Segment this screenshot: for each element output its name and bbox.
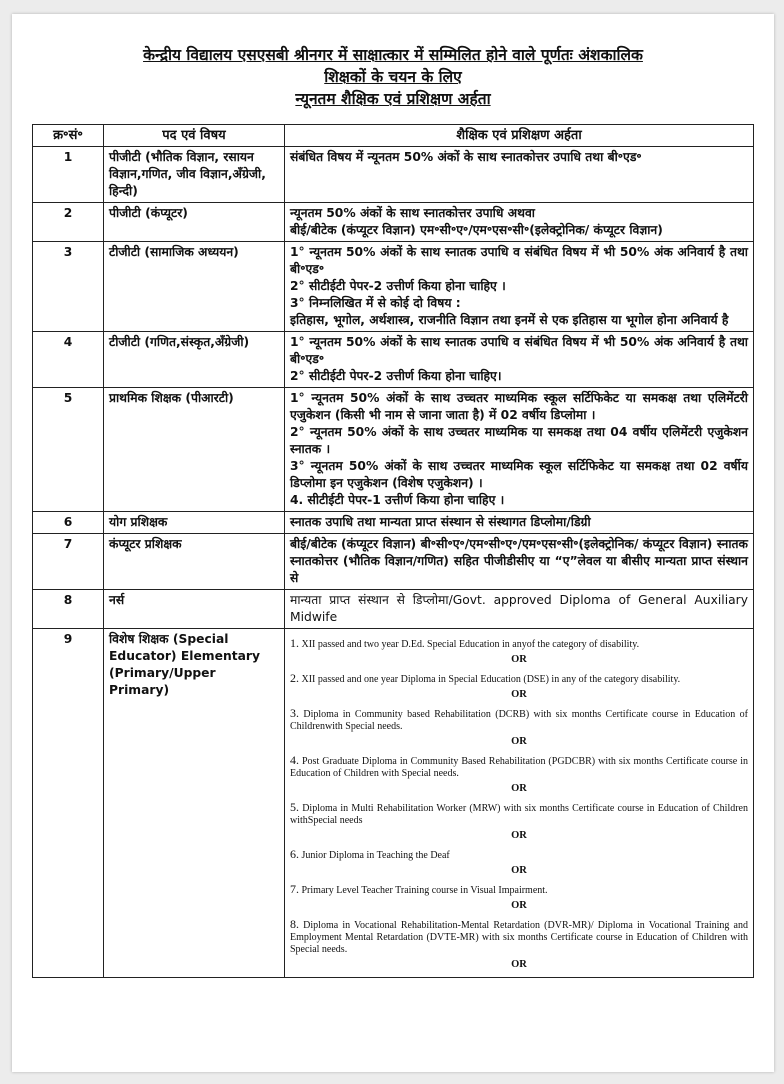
qualification-line: 2° सीटीईटी पेपर-2 उत्तीर्ण किया होना चाहिए । xyxy=(290,279,506,293)
special-qual-item: 8. Diploma in Vocational Rehabilitation-Mental Retardation (DVR-MR)/ Diploma in Vocational Training and Employment Mental Retardation (DVTE-MR) with six months Certificate course in Education of Children with Special needs. xyxy=(290,917,748,955)
row-serial: 5 xyxy=(33,388,104,512)
qualification-line: न्यूनतम 50% अंकों के साथ स्नातकोत्तर उपाधि अथवा xyxy=(290,206,535,220)
row-post: योग प्रशिक्षक xyxy=(104,512,285,534)
row-serial: 9 xyxy=(33,629,104,978)
qualification-line: संबंधित विषय में न्यूनतम 50% अंकों के साथ स्नातकोत्तर उपाधि तथा बी॰एड॰ xyxy=(290,150,642,164)
title-line-2: शिक्षकों के चयन के लिए xyxy=(324,68,462,86)
qualification-line: 2° न्यूनतम 50% अंकों के साथ उच्चतर माध्यमिक या समकक्ष तथा 04 वर्षीय एलिमेंटरी एजुकेशन स्नातक । xyxy=(290,425,748,456)
table-row xyxy=(33,590,754,629)
row-serial: 2 xyxy=(33,203,104,242)
row-post: पीजीटी (भौतिक विज्ञान, रसायन विज्ञान,गणित, जीव विज्ञान,अँग्रेजी, हिन्दी) xyxy=(104,147,285,203)
document-page xyxy=(12,14,774,1072)
special-qual-item: 2. XII passed and one year Diploma in Special Education (DSE) in any of the category disability. xyxy=(290,671,681,685)
row-post: प्राथमिक शिक्षक (पीआरटी) xyxy=(104,388,285,512)
table-row xyxy=(33,388,754,512)
qualification-line: 1° न्यूनतम 50% अंकों के साथ उच्चतर माध्यमिक स्कूल सर्टिफिकेट या समकक्ष तथा एलिमेंटरी एजुकेशन (किसी भी नाम से जाना जाता है) में 02 वर्षीय डिप्लोमा । xyxy=(290,391,748,422)
table-header-row xyxy=(33,125,754,147)
row-serial: 3 xyxy=(33,242,104,332)
special-qual-item: 6. Junior Diploma in Teaching the Deaf xyxy=(290,847,450,861)
row-qualification xyxy=(285,203,754,242)
or-separator: OR xyxy=(511,736,527,747)
qualification-line: बीई/बीटेक (कंप्यूटर विज्ञान) एम॰सी॰ए॰/एम॰एस॰सी॰(इलेक्ट्रोनिक/ कंप्यूटर विज्ञान) xyxy=(290,223,663,237)
header-post: पद एवं विषय xyxy=(104,125,285,147)
row-qualification xyxy=(285,242,754,332)
row-post: पीजीटी (कंप्यूटर) xyxy=(104,203,285,242)
row-qualification xyxy=(285,388,754,512)
or-separator: OR xyxy=(511,959,527,970)
table-row xyxy=(33,512,754,534)
or-separator: OR xyxy=(511,900,527,911)
header-qualification: शैक्षिक एवं प्रशिक्षण अर्हता xyxy=(285,125,754,147)
table-row xyxy=(33,203,754,242)
title-line-3: न्यूनतम शैक्षिक एवं प्रशिक्षण अर्हता xyxy=(295,90,491,108)
table-row xyxy=(33,147,754,203)
special-qual-item: 4. Post Graduate Diploma in Community Based Rehabilitation (PGDCBR) with six months Certificate course in Education of Children with Special needs. xyxy=(290,753,748,779)
special-qual-item: 7. Primary Level Teacher Training course in Visual Impairment. xyxy=(290,882,548,896)
header-serial: क्र॰सं॰ xyxy=(33,125,104,147)
table-row xyxy=(33,629,754,978)
row-qualification xyxy=(285,590,754,629)
qualification-line: 3° निम्नलिखित में से कोई दो विषय : xyxy=(290,296,461,310)
row-qualification xyxy=(285,512,754,534)
row-serial: 8 xyxy=(33,590,104,629)
row-post: विशेष शिक्षक (Special Educator) Elementary (Primary/Upper Primary) xyxy=(104,629,285,978)
qualification-line: 3° न्यूनतम 50% अंकों के साथ उच्चतर माध्यमिक स्कूल सर्टिफिकेट या समकक्ष तथा 02 वर्षीय डिप्लोमा इन एजुकेशन (विशेष एजुकेशन) । xyxy=(290,459,748,490)
row-qualification xyxy=(285,332,754,388)
qualification-line: बीई/बीटेक (कंप्यूटर विज्ञान) बी॰सी॰ए॰/एम॰सी॰ए॰/एम॰एस॰सी॰(इलेक्ट्रोनिक/ कंप्यूटर विज्ञान) स्नातक स्नातकोत्तर (भौतिक विज्ञान/गणित) सहित पीजीडीसीए या “ए”लेवल या बीसीए मान्यता प्राप्त संस्थान से xyxy=(290,537,748,585)
special-qual-item: 3. Diploma in Community based Rehabilitation (DCRB) with six months Certificate course in Education of Childrenwith Special needs. xyxy=(290,706,749,732)
or-separator: OR xyxy=(511,865,527,876)
document-title xyxy=(32,44,754,110)
qualification-line: मान्यता प्राप्त संस्थान से डिप्लोमा/Govt. approved Diploma of General Auxiliary Midwife xyxy=(290,593,748,624)
row-post: टीजीटी (सामाजिक अध्ययन) xyxy=(104,242,285,332)
row-qualification xyxy=(285,147,754,203)
table-row xyxy=(33,332,754,388)
qualification-line: 1° न्यूनतम 50% अंकों के साथ स्नातक उपाधि व संबंधित विषय में भी 50% अंक अनिवार्य है तथा बी॰एड॰ xyxy=(290,335,748,366)
special-qual-item: 1. XII passed and two year D.Ed. Special Education in anyof the category of disability. xyxy=(290,636,640,650)
row-qualification xyxy=(285,629,754,978)
qualification-table xyxy=(32,124,754,978)
or-separator: OR xyxy=(511,689,527,700)
or-separator: OR xyxy=(511,783,527,794)
row-qualification xyxy=(285,534,754,590)
or-separator: OR xyxy=(511,830,527,841)
row-serial: 4 xyxy=(33,332,104,388)
qualification-line: स्नातक उपाधि तथा मान्यता प्राप्त संस्थान से संस्थागत डिप्लोमा/डिग्री xyxy=(290,515,591,529)
row-serial: 7 xyxy=(33,534,104,590)
row-post: नर्स xyxy=(104,590,285,629)
row-serial: 6 xyxy=(33,512,104,534)
qualification-line: 4. सीटीईटी पेपर-1 उत्तीर्ण किया होना चाहिए । xyxy=(290,493,505,507)
qualification-line: इतिहास, भूगोल, अर्थशास्त्र, राजनीति विज्ञान तथा इनमें से एक इतिहास या भूगोल होना अनिवार्य है xyxy=(290,313,729,327)
special-qual-item: 5. Diploma in Multi Rehabilitation Worker (MRW) with six months Certificate course in Education of Children withSpecial needs xyxy=(290,800,748,826)
row-serial: 1 xyxy=(33,147,104,203)
qualification-line: 2° सीटीईटी पेपर-2 उत्तीर्ण किया होना चाहिए। xyxy=(290,369,502,383)
title-line-1: केन्द्रीय विद्यालय एसएसबी श्रीनगर में साक्षात्कार में सम्मिलित होने वाले पूर्णतः अंशकालिक xyxy=(143,46,643,64)
row-post: टीजीटी (गणित,संस्कृत,अँग्रेजी) xyxy=(104,332,285,388)
row-post: कंप्यूटर प्रशिक्षक xyxy=(104,534,285,590)
table-row xyxy=(33,534,754,590)
or-separator: OR xyxy=(511,654,527,665)
qualification-line: 1° न्यूनतम 50% अंकों के साथ स्नातक उपाधि व संबंधित विषय में भी 50% अंक अनिवार्य है तथा बी॰एड॰ xyxy=(290,245,748,276)
table-row xyxy=(33,242,754,332)
